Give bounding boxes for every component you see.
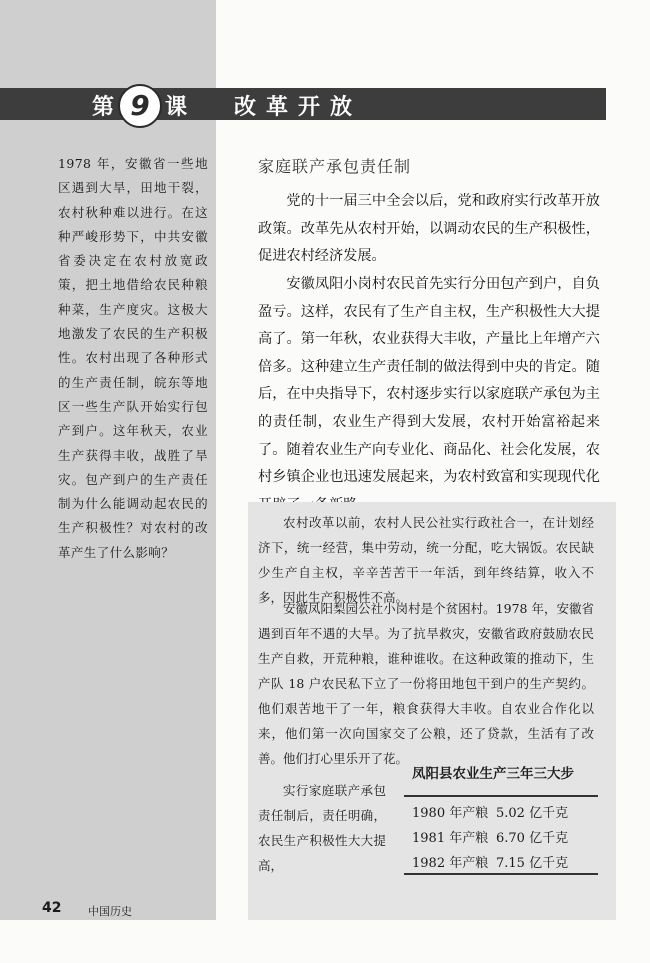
table-rule-bottom — [404, 873, 598, 875]
title-suffix: 课 — [165, 95, 188, 120]
row-label: 1980 年产粮 — [412, 806, 489, 821]
box-paragraph: 实行家庭联产承包责任制后，责任明确，农民生产积极性大大提高， — [258, 783, 386, 873]
row-value: 5.02 亿千克 — [496, 806, 569, 821]
table-row — [412, 802, 569, 821]
lesson-number-badge: 9 — [118, 84, 162, 128]
book-title: 中国历史 — [88, 905, 132, 918]
row-label: 1982 年产粮 — [412, 856, 489, 871]
body-paragraph: 党的十一届三中全会以后，党和政府实行改革开放政策。改革先从农村开始，以调动农民的生产积极性，促进农村经济发展。 — [258, 193, 600, 265]
body-paragraph: 安徽凤阳小岗村农民首先实行分田包产到户，自负盈亏。这样，农民有了生产自主权，生产积极性大大提高了。第一年秋，农业获得大丰收，产量比上年增产六倍多。这种建立生产责任制的做法得到中央的肯定。随后，在中央指导下，农村逐步实行以家庭联产承包为主的责任制，农业生产得到大发展，农村开始富裕起来了。随着农业生产向专业化、商品化、社会化发展，农村乡镇企业也迅速发展起来，为农村致富和实现现代化 — [258, 276, 600, 486]
grain-table-title: 凤阳县农业生产三年三大步 — [412, 766, 574, 782]
box-paragraph: 安徽凤阳梨园公社小岗村是个贫困村。1978 年，安徽省遇到百年不遇的大旱。为了抗旱救灾，安徽省政府鼓励农民生产自救，开荒种粮，谁种谁收。在这种政策的推动下，生产队 18 户农民私下立了一份将田地包干到户的生产契约。他们艰苦地干了一年，粮食获得大丰收。自农业合作化以来，他们第一次向国家交了公粮，还了贷款，生活有了改善。他们打心里乐开了花。 — [258, 601, 594, 766]
box-paragraph: 农村改革以前，农村人民公社实行政社合一，在计划经济下，统一经营，集中劳动，统一分配，吃大锅饭。农民缺少生产自主权，辛辛苦苦干一年活，到年终结算，收入不多，因此生产积极性不高。 — [258, 515, 594, 605]
lesson-title: 改革开放 — [234, 95, 363, 120]
sidebar-intro-text: 1978 年，安徽省一些地区遇到大旱，田地干裂，农村秋种难以进行。在这种严峻形势下，中共安徽省委决定在农村放宽政策，把土地借给农民种粮种菜，生产度灾。这极大地激发了农民的生产积极性。农村出现了各种形式的生产责任制，皖东等地区一些生产队开始实行包产到户。这年秋天，农业生产获得丰收，战胜了旱灾。包产到户的生产责任制为什么能调动起农民的生产积极性？对农村的改革产生了什么影响？ — [58, 156, 208, 560]
row-value: 6.70 亿千克 — [496, 831, 569, 846]
row-value: 7.15 亿千克 — [496, 856, 569, 871]
row-label: 1981 年产粮 — [412, 831, 489, 846]
page-number: 42 — [42, 900, 62, 916]
table-row — [412, 852, 569, 871]
table-rule-top — [404, 795, 598, 797]
lesson-title-bar — [0, 88, 606, 120]
section-heading: 家庭联产承包责任制 — [258, 157, 412, 176]
table-row — [412, 827, 569, 846]
title-prefix: 第 — [92, 95, 116, 120]
